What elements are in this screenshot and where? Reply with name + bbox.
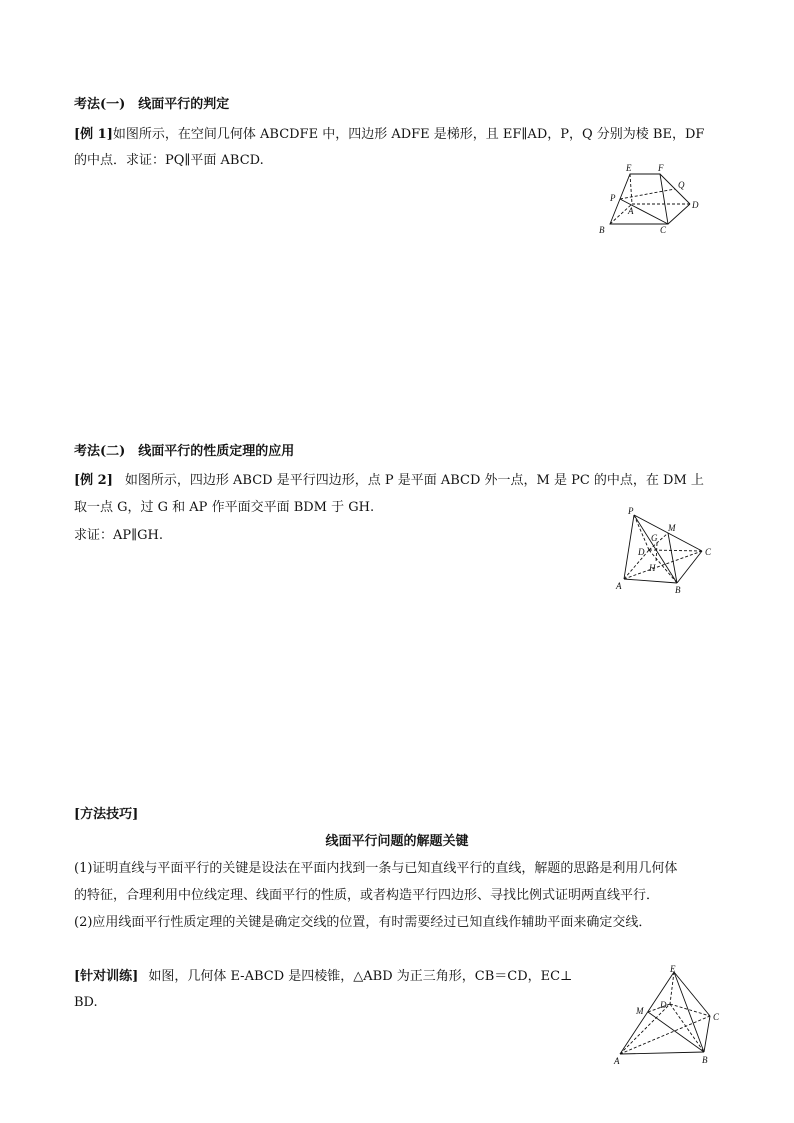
example1-line1 (74, 126, 704, 144)
example2-text1: 如图所示，四边形 ABCD 是平行四边形，点 P 是平面 ABCD 外一点，M 是 PC 的中点，在 DM 上 (124, 473, 704, 488)
fig3-label-D: D (660, 1000, 667, 1010)
fig1-edge-DC (668, 204, 690, 224)
method-p1-line2: 的特征，合理利用中位线定理、线面平行的性质，或者构造平行四边形、寻找比例式证明两直线平行． (74, 888, 660, 903)
method-p1-line1: (1)证明直线与平面平行的关键是设法在平面内找到一条与已知直线平行的直线，解题的思路是利用几何体 (74, 861, 678, 876)
example1-line2: 的中点．求证：PQ∥平面 ABCD. (74, 153, 264, 168)
fig1-label-Q: Q (678, 180, 685, 190)
fig1-edge-EA (630, 174, 632, 204)
figure-3 (610, 964, 730, 1068)
fig1-edge-PQ (620, 189, 675, 199)
example2-line1 (74, 472, 704, 490)
fig3-edge-EB (674, 972, 704, 1052)
fig1-label-D: D (692, 200, 699, 210)
example2-line3: 求证：AP∥GH. (74, 528, 163, 543)
fig2-edge-PD (634, 515, 649, 550)
fig2-edge-AB (624, 579, 677, 583)
fig3-label-A: A (614, 1056, 620, 1066)
fig3-label-B: B (702, 1055, 708, 1065)
fig3-edge-EA (620, 972, 674, 1054)
fig2-label-M: M (668, 523, 676, 533)
fig2-label-H: H (649, 563, 656, 573)
fig3-label-C: C (713, 1012, 720, 1022)
fig1-label-P: P (610, 193, 616, 203)
fig3-edge-BC (704, 1016, 710, 1052)
practice-line1 (74, 968, 572, 986)
figure-1 (590, 160, 710, 240)
fig3-edge-EC (674, 972, 710, 1016)
fig1-label-C: C (660, 225, 667, 235)
fig1-label-F: F (658, 163, 664, 173)
fig2-label-P: P (628, 506, 634, 516)
section1-heading: 考法(一) 线面平行的判定 (74, 97, 230, 112)
figure-2 (612, 505, 722, 597)
fig1-label-A: A (628, 206, 634, 216)
fig2-edge-AC (624, 551, 702, 579)
fig2-label-C: C (705, 547, 712, 557)
method-label: [方法技巧] (74, 807, 139, 822)
fig3-edge-AB (620, 1052, 704, 1054)
fig3-edge-DB (670, 1004, 704, 1052)
section2-heading: 考法(二) 线面平行的性质定理的应用 (74, 444, 295, 459)
example2-label: [例 2] (74, 473, 113, 488)
fig2-edge-GH (656, 543, 657, 563)
fig2-label-B: B (675, 585, 681, 595)
fig3-edge-MD (648, 1004, 670, 1012)
fig2-label-G: G (651, 533, 658, 543)
fig3-label-E: E (670, 964, 676, 974)
fig2-edge-BC (677, 551, 702, 583)
fig2-label-A: A (616, 581, 622, 591)
practice-line2: BD. (74, 995, 98, 1010)
practice-label: [针对训练] (74, 969, 139, 984)
fig3-edge-AC (620, 1016, 710, 1054)
example1-text1: 如图所示，在空间几何体 ABCDFE 中，四边形 ADFE 是梯形，且 EF∥AD，P，Q 分别为棱 BE，DF (112, 127, 705, 142)
fig2-label-D: D (638, 547, 645, 557)
fig3-edge-AD (620, 1004, 670, 1054)
example2-line2: 取一点 G，过 G 和 AP 作平面交平面 BDM 于 GH. (74, 500, 375, 515)
method-p2: (2)应用线面平行性质定理的关键是确定交线的位置，有时需要经过已知直线作辅助平面来确定交线． (74, 915, 652, 930)
method-title: 线面平行问题的解题关键 (325, 834, 469, 849)
fig1-label-E: E (626, 163, 632, 173)
example1-label: [例 1] (74, 127, 113, 142)
fig3-label-M: M (636, 1006, 644, 1016)
fig1-label-B: B (599, 225, 605, 235)
practice-text1: 如图，几何体 E-ABCD 是四棱锥，△ABD 为正三角形，CB＝CD，EC⊥ (148, 969, 573, 984)
